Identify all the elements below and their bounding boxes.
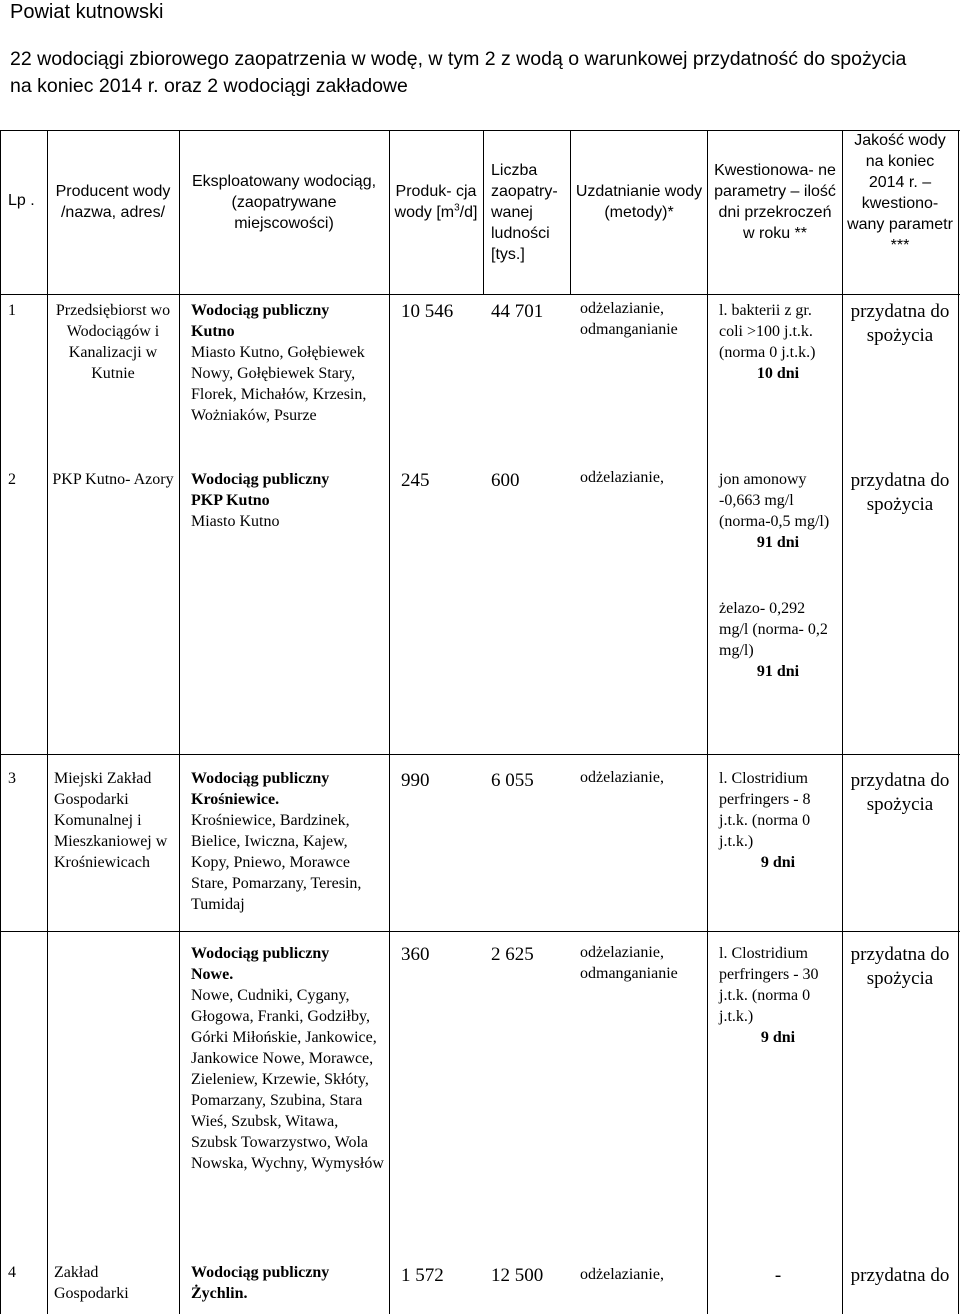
header-quality: Jakość wody na koniec 2014 r. – kwestiono- wany parametr *** <box>847 132 953 254</box>
row3-treatment: odżelazianie, <box>580 769 664 786</box>
row3-production: 990 <box>401 770 430 791</box>
row-border <box>0 931 960 932</box>
intro-text <box>10 46 955 100</box>
row2-producer: PKP Kutno- Azory <box>52 471 174 488</box>
row2-treatment: odżelazianie, <box>580 469 664 486</box>
row3b-production: 360 <box>401 944 430 965</box>
row2-lp: 2 <box>8 471 16 488</box>
row4-production: 1 572 <box>401 1265 444 1286</box>
header-production: Produk- cja wody $[m^3/d]$ <box>394 183 478 221</box>
header-population: Liczba zaopatry- wanej ludności [tys.] <box>491 162 558 263</box>
row3-lp: 3 <box>8 770 16 787</box>
row1-system: Wodociąg publiczny Kutno Miasto Kutno, Gołębiewek Nowy, Gołębiewek Stary, Florek, Michałów, Krzesin, Wożniaków, Psurze <box>191 302 367 424</box>
header-parameters: Kwestionowa- ne parametry – ilość dni przekroczeń w roku ** <box>714 162 836 242</box>
page-title: Powiat kutnowski <box>10 1 164 23</box>
row1-producer: Przedsiębiorst wo Wodociągów i Kanalizacji w Kutnie <box>55 302 171 382</box>
row3-parameters: l. Clostridium perfringers - 8 j.t.k. (norma 0 j.t.k.) 9 dni <box>719 770 811 871</box>
header-system: Eksploatowany wodociąg, (zaopatrywane miejscowości) <box>191 173 377 232</box>
column-border <box>389 130 390 1314</box>
column-border <box>0 130 1 1314</box>
row3-system: Wodociąg publiczny Krośniewice. Krośniewice, Bardzinek, Bielice, Iwiczna, Kajew, Kopy, Pniewo, Morawce Stare, Pomarzany, Teresin, Tumidaj <box>191 770 362 913</box>
row1-production: 10 546 <box>401 301 454 322</box>
row3b-population: 2 625 <box>491 944 534 965</box>
row4-parameters: - <box>774 1265 782 1286</box>
row1-lp: 1 <box>8 302 16 319</box>
row3-producer: Miejski Zakład Gospodarki Komunalnej i Mieszkaniowej w Krośniewicach <box>54 770 168 871</box>
row3-quality: przydatna do spożycia <box>850 770 950 815</box>
intro-line-2: na koniec 2014 r. oraz 2 wodociągi zakładowe <box>10 75 408 97</box>
column-border <box>958 130 959 1314</box>
row4-population: 12 500 <box>491 1265 544 1286</box>
column-border <box>570 130 571 294</box>
column-border <box>47 130 48 1314</box>
row2-parameters: jon amonowy -0,663 mg/l (norma-0,5 mg/l) 91 dni <box>719 471 830 551</box>
column-border <box>707 130 708 1314</box>
row-border <box>0 754 960 755</box>
header-producer: Producent wody /nazwa, adres/ <box>55 183 171 221</box>
intro-line-1: 22 wodociągi zbiorowego zaopatrzenia w wodę, w tym 2 z wodą o warunkowej przydatność do spożycia <box>10 48 907 70</box>
row3b-parameters: l. Clostridium perfringers - 30 j.t.k. (norma 0 j.t.k.) 9 dni <box>719 945 819 1046</box>
row4-producer: Zakład Gospodarki <box>54 1264 129 1302</box>
row2-production: 245 <box>401 470 430 491</box>
row2-system: Wodociąg publiczny PKP Kutno Miasto Kutno <box>191 471 330 530</box>
column-border <box>179 130 180 1314</box>
row4-treatment: odżelazianie, <box>580 1266 664 1283</box>
row2-quality: przydatna do spożycia <box>850 470 950 515</box>
header-bottom-border <box>0 294 960 295</box>
table-top-border <box>0 130 960 131</box>
row4-quality: przydatna do <box>850 1265 950 1286</box>
row2-population: 600 <box>491 470 520 491</box>
row4-lp: 4 <box>8 1264 16 1281</box>
row4-system: Wodociąg publiczny Żychlin. <box>191 1264 330 1302</box>
row3-population: 6 055 <box>491 770 534 791</box>
row2-parameters-2: żelazo- 0,292 mg/l (norma- 0,2 mg/l) 91 dni <box>719 600 828 680</box>
row3b-quality: przydatna do spożycia <box>850 944 950 989</box>
row3b-treatment: odżelazianie, odmanganianie <box>580 944 678 982</box>
row1-parameters: l. bakterii z gr. coli >100 j.t.k. (norma 0 j.t.k.) 10 dni <box>719 302 816 382</box>
header-lp: Lp . <box>8 192 35 209</box>
header-treatment: Uzdatnianie wody (metody)* <box>575 183 703 221</box>
row1-quality: przydatna do spożycia <box>850 301 950 346</box>
row1-population: 44 701 <box>491 301 544 322</box>
row1-treatment: odżelazianie, odmanganianie <box>580 300 678 338</box>
column-border <box>842 130 843 1314</box>
column-border <box>483 130 484 294</box>
row3b-system: Wodociąg publiczny Nowe. Nowe, Cudniki, Cygany, Głogowa, Franki, Godziłby, Górki Miłońskie, Jankowice, Jankowice Nowe, Morawce, Zieleniew, Krzewie, Skłóty, Pomarzany, Szubina, Stara Wieś, Szubsk, Witawa, Szubsk Towarzystwo, Wola Nowska, Wychny, Wymysłów <box>191 945 384 1172</box>
